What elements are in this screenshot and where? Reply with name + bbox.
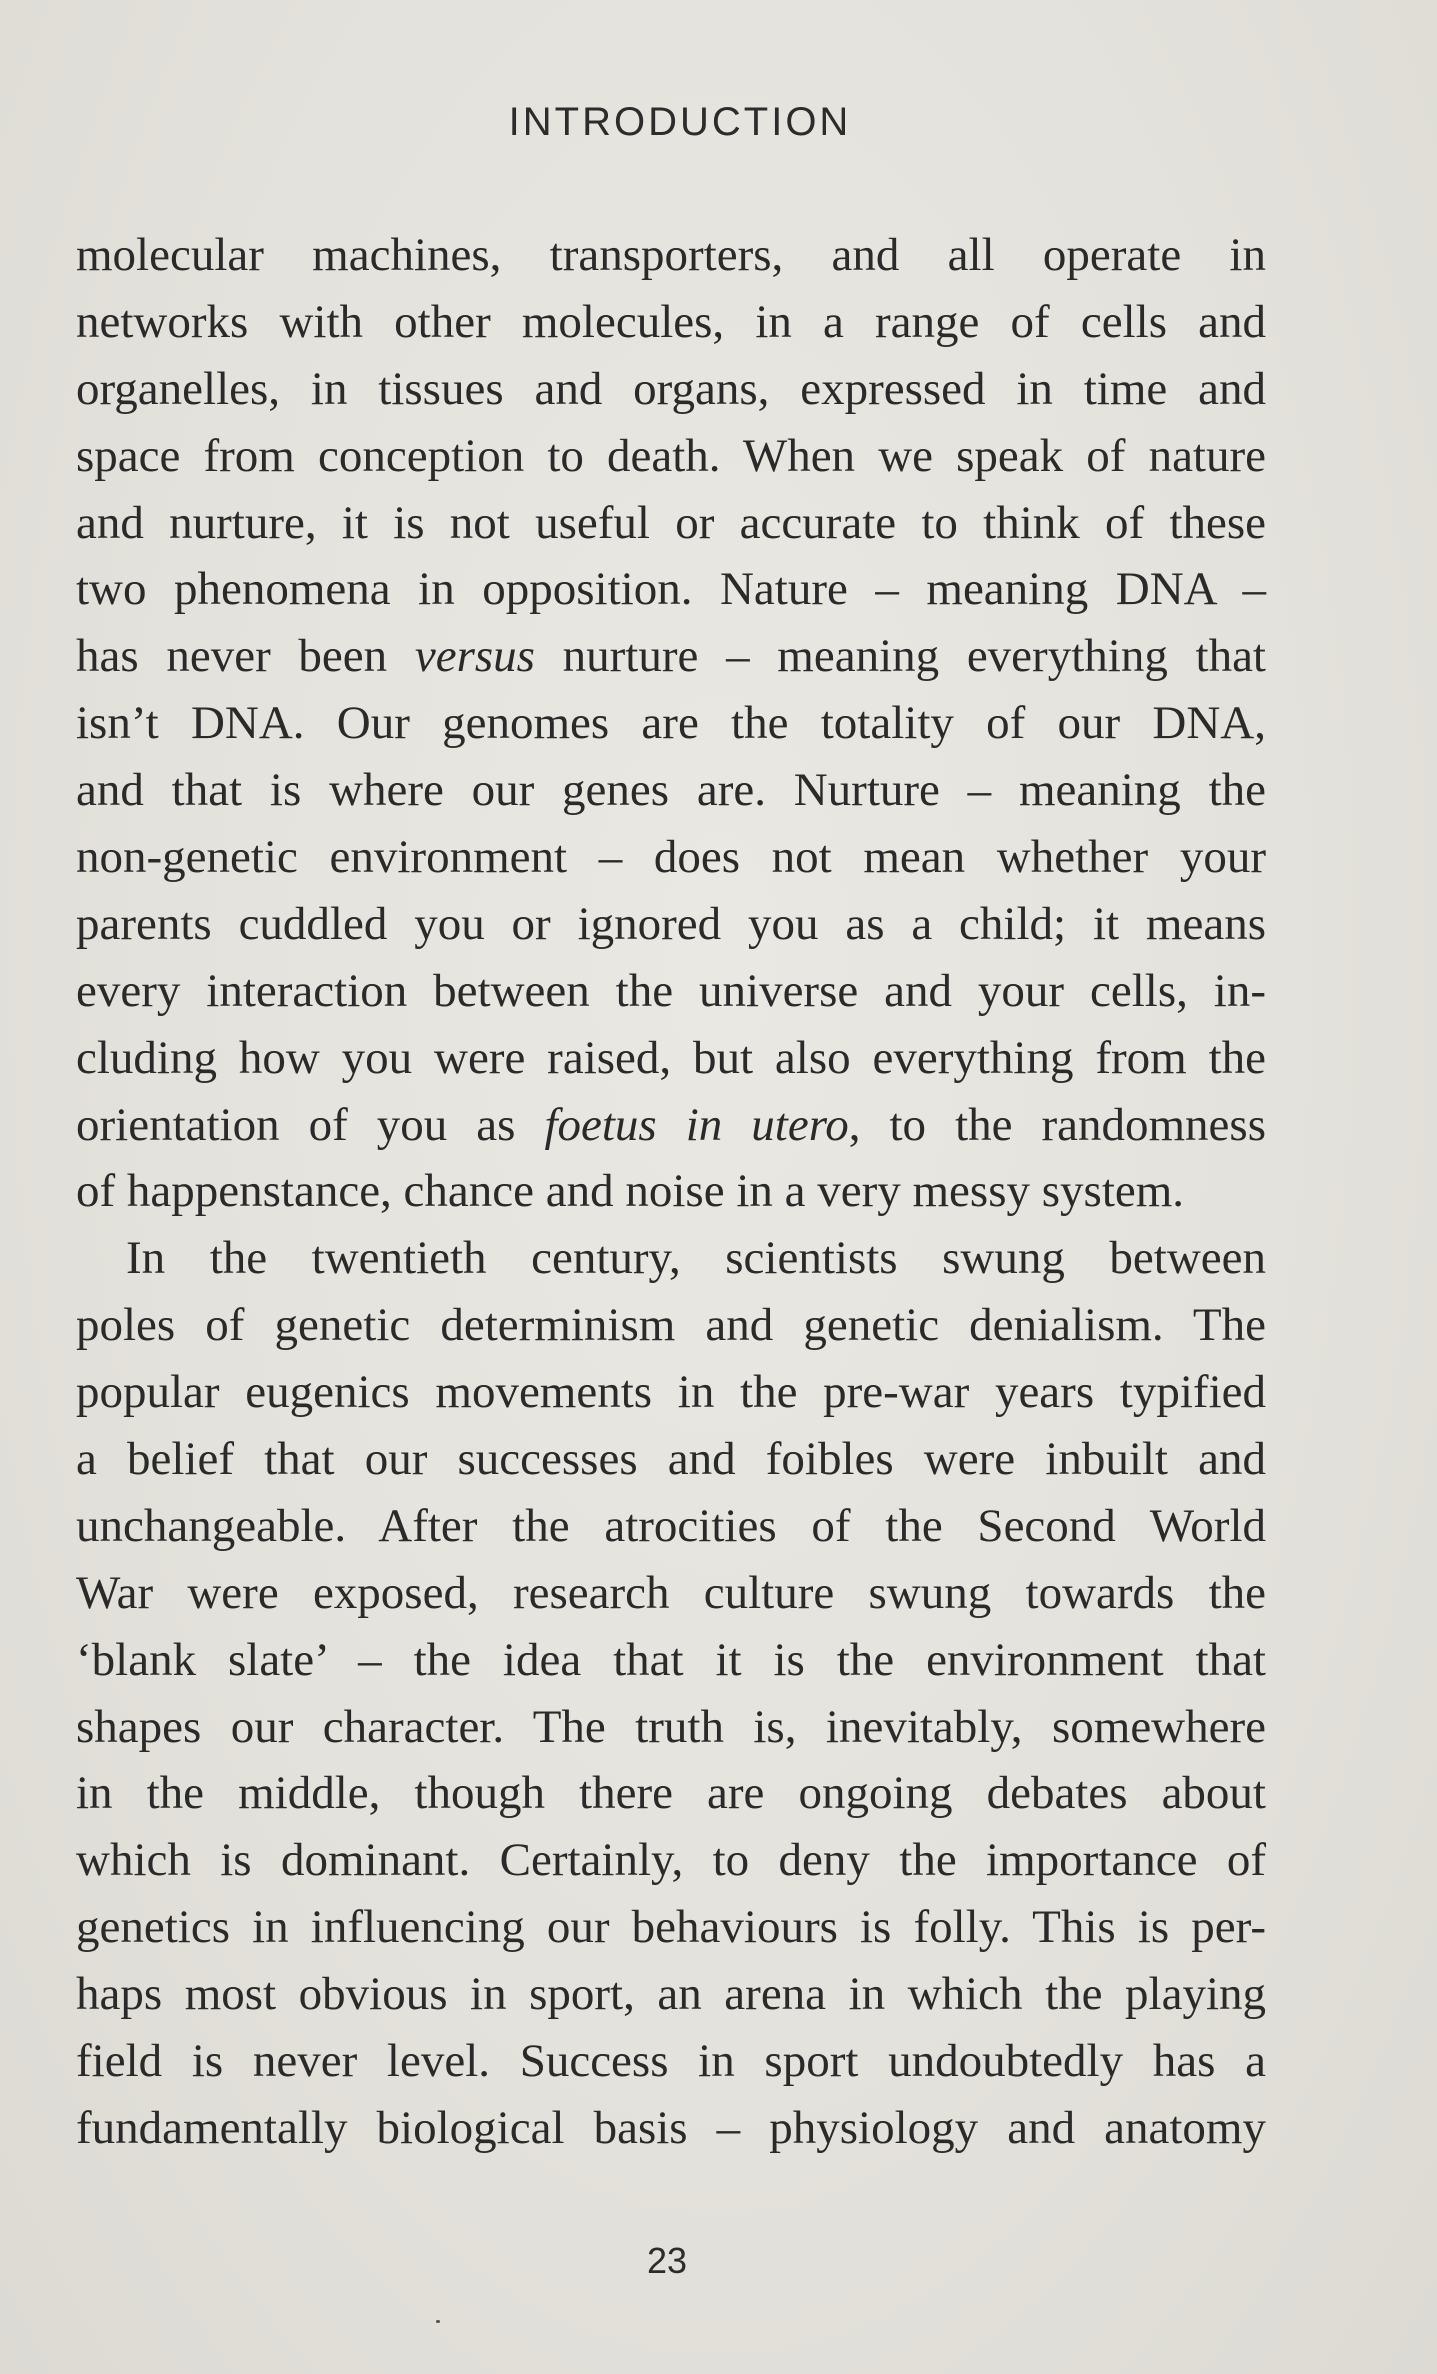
text-segment: , to the randomness xyxy=(848,1098,1266,1151)
text-line xyxy=(76,423,1266,490)
italic-text: foetus in utero xyxy=(544,1098,849,1151)
text-segment: and that is where our genes are. Nurture – meaning the xyxy=(76,764,1266,817)
text-segment: two phenomena in opposition. Nature – meaning DNA – xyxy=(76,563,1266,616)
text-segment: parents cuddled you or ignored you as a child; it means xyxy=(76,897,1266,950)
text-segment: War were exposed, research culture swung towards the xyxy=(76,1566,1266,1619)
page-number: 23 xyxy=(646,2240,688,2281)
text-line xyxy=(76,2028,1266,2095)
text-segment: networks with other molecules, in a range of cells and xyxy=(76,295,1266,348)
text-segment: which is dominant. Certainly, to deny the importance of xyxy=(76,1834,1266,1887)
paragraph xyxy=(76,1225,1266,2161)
body-text xyxy=(76,222,1266,2162)
text-line xyxy=(76,824,1266,891)
text-segment: popular eugenics movements in the pre-war years typified xyxy=(76,1366,1266,1419)
text-segment: cluding how you were raised, but also everything from the xyxy=(76,1031,1266,1084)
text-line xyxy=(76,222,1266,289)
italic-text: versus xyxy=(414,630,535,683)
text-line xyxy=(76,289,1266,356)
text-line xyxy=(76,690,1266,757)
text-segment: has never been xyxy=(76,630,415,683)
text-line xyxy=(76,2095,1266,2162)
text-segment: molecular machines, transporters, and all operate in xyxy=(76,229,1266,281)
paragraph xyxy=(76,222,1266,1225)
text-line xyxy=(76,891,1266,958)
text-segment: poles of genetic determinism and genetic denialism. The xyxy=(76,1299,1266,1352)
text-line xyxy=(76,1760,1266,1827)
text-segment: non-genetic environment – does not mean whether your xyxy=(76,831,1266,884)
text-line xyxy=(76,757,1266,824)
text-line xyxy=(76,1359,1266,1426)
text-line xyxy=(76,1493,1266,1560)
text-line xyxy=(76,1426,1266,1493)
text-line xyxy=(76,490,1266,557)
text-segment: field is never level. Success in sport undoubtedly has a xyxy=(76,2035,1266,2088)
text-line xyxy=(76,556,1266,623)
text-segment: every interaction between the universe and your cells, in- xyxy=(76,964,1266,1017)
text-line xyxy=(76,1627,1266,1694)
text-line xyxy=(76,1827,1266,1894)
text-segment: in the middle, though there are ongoing debates about xyxy=(76,1767,1266,1820)
text-segment: unchangeable. After the atrocities of the Second World xyxy=(76,1499,1266,1552)
text-segment: haps most obvious in sport, an arena in which the playing xyxy=(76,1968,1266,2021)
text-line xyxy=(76,1292,1266,1359)
text-segment: shapes our character. The truth is, inevitably, somewhere xyxy=(76,1700,1266,1753)
print-speck xyxy=(436,2320,440,2323)
text-segment: nurture – meaning everything that xyxy=(534,630,1266,683)
text-line xyxy=(76,1158,1266,1225)
text-segment: and nurture, it is not useful or accurate to think of these xyxy=(76,496,1266,549)
text-segment: isn’t DNA. Our genomes are the totality of our DNA, xyxy=(76,697,1266,750)
text-line xyxy=(76,1694,1266,1761)
text-segment: organelles, in tissues and organs, expressed in time and xyxy=(76,362,1266,415)
text-segment: ‘blank slate’ – the idea that it is the environment that xyxy=(76,1633,1266,1686)
text-line xyxy=(76,1092,1266,1159)
text-segment: space from conception to death. When we speak of nature xyxy=(76,429,1266,482)
text-line xyxy=(76,623,1266,690)
text-segment: In the twentieth century, scientists swung between xyxy=(126,1232,1266,1285)
text-line xyxy=(76,1894,1266,1961)
text-segment: of happenstance, chance and noise in a very messy system. xyxy=(76,1165,1185,1218)
text-line xyxy=(76,1025,1266,1092)
text-segment: fundamentally biological basis – physiology and anatomy xyxy=(76,2101,1266,2154)
text-line xyxy=(76,1225,1266,1292)
text-segment: a belief that our successes and foibles were inbuilt and xyxy=(76,1433,1266,1486)
text-segment: orientation of you as xyxy=(76,1098,545,1151)
text-line xyxy=(76,356,1266,423)
running-head: INTRODUCTION xyxy=(508,100,852,144)
text-line xyxy=(76,1961,1266,2028)
text-line xyxy=(76,1560,1266,1627)
text-line xyxy=(76,958,1266,1025)
text-segment: genetics in influencing our behaviours is folly. This is per- xyxy=(76,1901,1266,1954)
